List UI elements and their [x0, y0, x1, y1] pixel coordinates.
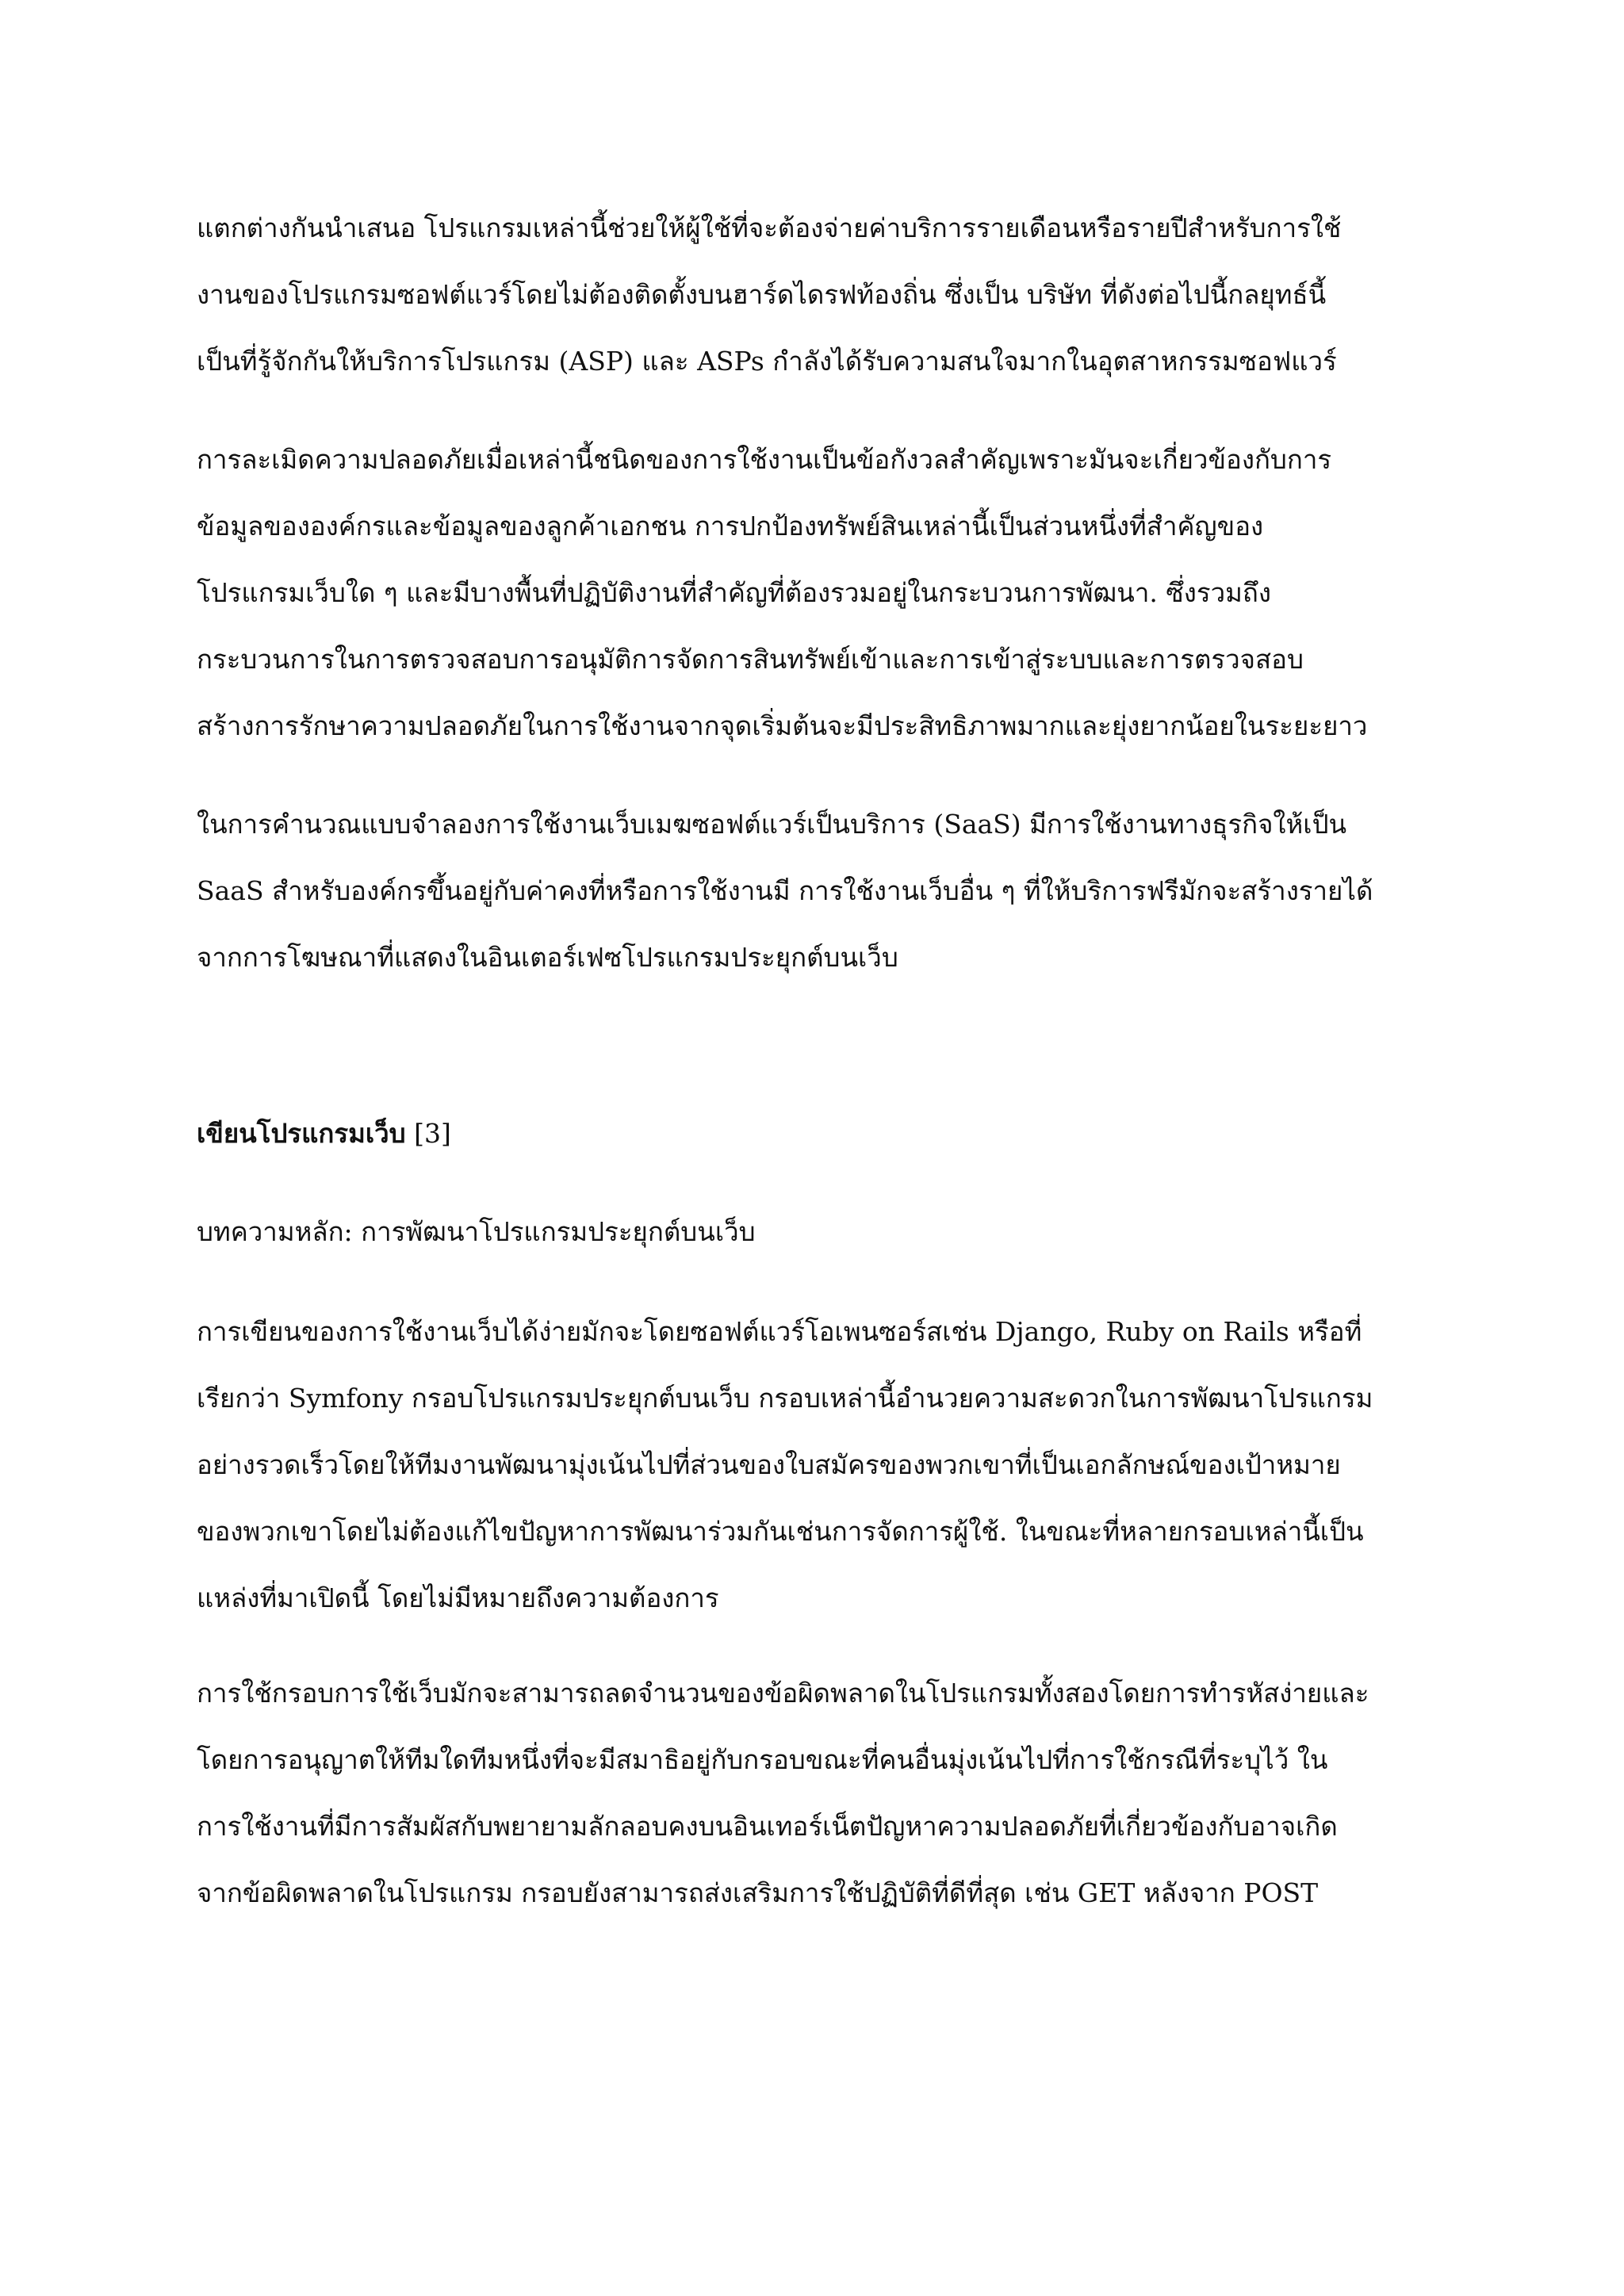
text-line: การใช้กรอบการใช้เว็บมักจะสามารถลดจำนวนของข้อผิดพลาดในโปรแกรมทั้งสองโดยการทำรหัสง่ายและ	[197, 1678, 1369, 1709]
text-line: แตกต่างกันนำเสนอ โปรแกรมเหล่านี้ช่วยให้ผู้ใช้ที่จะต้องจ่ายค่าบริการรายเดือนหรือรายปีสำหรับการใช้	[197, 212, 1342, 243]
text-line: เรียกว่า Symfony กรอบโปรแกรมประยุกต์บนเว็บ กรอบเหล่านี้อำนวยความสะดวกในการพัฒนาโปรแกรม	[197, 1383, 1373, 1414]
heading-line	[197, 1100, 1434, 1167]
text-line: โดยการอนุญาตให้ทีมใดทีมหนึ่งที่จะมีสมาธิอยู่กับกรอบขณะที่คนอื่นมุ่งเน้นไปที่การใช้กรณีที่ระบุไว้ ใน	[197, 1744, 1328, 1775]
paragraph-web-frameworks	[197, 1299, 1434, 1632]
paragraph-security-breaches	[197, 427, 1434, 760]
reference-marker: [3]	[405, 1118, 451, 1149]
text-line: สร้างการรักษาความปลอดภัยในการใช้งานจากจุดเริ่มต้นจะมีประสิทธิภาพมากและยุ่งยากน้อยในระยะยาว	[197, 710, 1368, 741]
text-line: การใช้งานที่มีการสัมผัสกับพยายามลักลอบคงบนอินเทอร์เน็ตปัญหาความปลอดภัยที่เกี่ยวข้องกับอาจเกิด	[197, 1811, 1338, 1842]
text-line: ของพวกเขาโดยไม่ต้องแก้ไขปัญหาการพัฒนาร่วมกันเช่นการจัดการผู้ใช้. ในขณะที่หลายกรอบเหล่านี้เป็น	[197, 1516, 1364, 1547]
main-article-note	[197, 1199, 1434, 1265]
text-line: บทความหลัก: การพัฒนาโปรแกรมประยุกต์บนเว็บ	[197, 1216, 756, 1247]
paragraph-saas	[197, 791, 1434, 991]
text-line: โปรแกรมเว็บใด ๆ และมีบางพื้นที่ปฏิบัติงานที่สำคัญที่ต้องรวมอยู่ในกระบวนการพัฒนา. ซึ่งรวมถึง	[197, 577, 1271, 608]
text-line: ข้อมูลขององค์กรและข้อมูลของลูกค้าเอกชน การปกป้องทรัพย์สินเหล่านี้เป็นส่วนหนึ่งที่สำคัญของ	[197, 511, 1264, 541]
paragraph-asp-intro	[197, 195, 1434, 395]
section-title: เขียนโปรแกรมเว็บ	[197, 1118, 406, 1149]
text-line: ในการคำนวณแบบจำลองการใช้งานเว็บเมฆซอฟต์แวร์เป็นบริการ (SaaS) มีการใช้งานทางธุรกิจให้เป็น	[197, 809, 1347, 840]
text-line: งานของโปรแกรมซอฟต์แวร์โดยไม่ต้องติดตั้งบนฮาร์ดไดรฟท้องถิ่น ซึ่งเป็น บริษัท ที่ดังต่อไปนี้กลยุทธ์นี้	[197, 279, 1327, 310]
text-line: จากข้อผิดพลาดในโปรแกรม กรอบยังสามารถส่งเสริมการใช้ปฏิบัติที่ดีที่สุด เช่น GET หลังจาก POST	[197, 1877, 1319, 1908]
paragraph-framework-benefits	[197, 1660, 1434, 1927]
section-heading	[197, 1100, 1434, 1167]
text-line: SaaS สำหรับองค์กรขึ้นอยู่กับค่าคงที่หรือการใช้งานมี การใช้งานเว็บอื่น ๆ ที่ให้บริการฟรีมักจะสร้างรายได้	[197, 875, 1373, 906]
text-line: แหล่งที่มาเปิดนี้ โดยไม่มีหมายถึงความต้องการ	[197, 1582, 719, 1613]
text-line: อย่างรวดเร็วโดยให้ทีมงานพัฒนามุ่งเน้นไปที่ส่วนของใบสมัครของพวกเขาที่เป็นเอกลักษณ์ของเป้าหมาย	[197, 1449, 1341, 1480]
text-line: เป็นที่รู้จักกันให้บริการโปรแกรม (ASP) และ ASPs กำลังได้รับความสนใจมากในอุตสาหกรรมซอฟแวร์	[197, 346, 1337, 377]
text-line: การเขียนของการใช้งานเว็บได้ง่ายมักจะโดยซอฟต์แวร์โอเพนซอร์สเช่น Django, Ruby on Rails หรือที่	[197, 1316, 1362, 1347]
text-line: จากการโฆษณาที่แสดงในอินเตอร์เฟซโปรแกรมประยุกต์บนเว็บ	[197, 942, 898, 973]
text-line: กระบวนการในการตรวจสอบการอนุมัติการจัดการสินทรัพย์เข้าและการเข้าสู่ระบบและการตรวจสอบ	[197, 644, 1304, 675]
text-line: การละเมิดความปลอดภัยเมื่อเหล่านี้ชนิดของการใช้งานเป็นข้อกังวลสำคัญเพราะมันจะเกี่ยวข้องกับการ	[197, 444, 1332, 475]
